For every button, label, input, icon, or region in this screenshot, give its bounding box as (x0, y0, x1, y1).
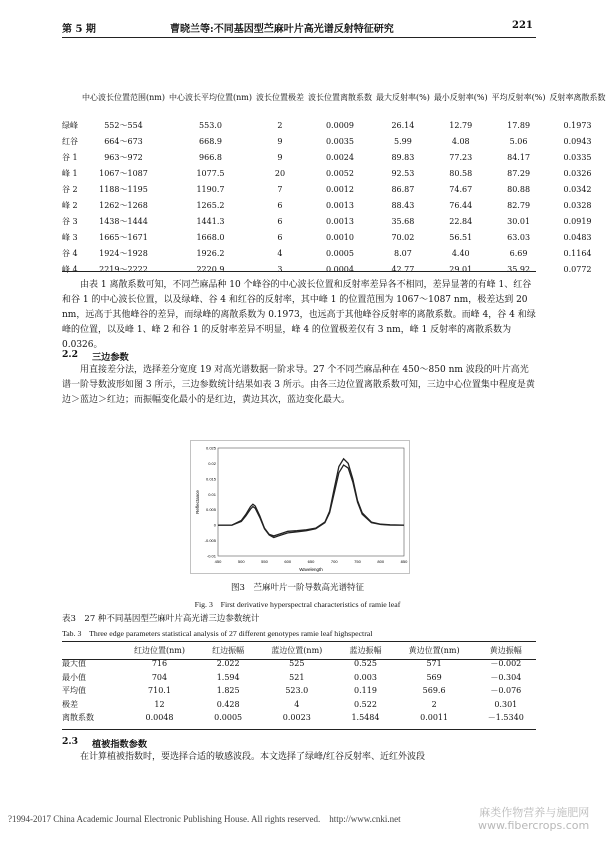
table-cell: －0.002 (490, 659, 522, 669)
table-cell: 0.0004 (325, 264, 354, 274)
row-label: 最大值 (62, 659, 86, 669)
table-cell: 12 (154, 699, 165, 709)
table-cell: 1188～1195 (99, 184, 148, 194)
table-cell: 9 (277, 152, 283, 162)
table-cell: 7 (277, 184, 283, 194)
table-3-col-header: 红边振幅 (212, 646, 245, 656)
table-cell: 2220.9 (196, 264, 225, 274)
running-title: 曹晓兰等:不同基因型苎麻叶片高光谱反射特征研究 (170, 24, 394, 35)
table-cell: 4 (277, 248, 283, 258)
table-cell: 0.522 (354, 699, 377, 709)
table-cell: 521 (289, 672, 305, 682)
table-cell: 5.06 (509, 136, 528, 146)
table-cell: 0.0326 (563, 168, 592, 178)
section-2-3-number: 2.3 (62, 736, 78, 747)
table-cell: 2 (431, 699, 437, 709)
table-cell: －0.076 (490, 686, 522, 696)
row-label: 极差 (62, 699, 78, 709)
table-cell: 2 (277, 120, 283, 130)
table-cell: 0.0919 (563, 216, 592, 226)
table-cell: 0.0943 (563, 136, 592, 146)
figure-3-caption-en: Fig. 3 First derivative hyperspectral characteristics of ramie leaf (194, 600, 401, 609)
table-cell: 0.525 (354, 659, 377, 669)
table-cell: 56.51 (449, 232, 473, 242)
table-2-col-header: 平均反射率(%) (491, 92, 546, 102)
table-cell: 0.0005 (214, 713, 243, 723)
table-2-col-header: 最大反射率(%) (375, 92, 430, 102)
table-cell: 0.119 (354, 686, 377, 696)
table-2-col-header: 最小反射率(%) (433, 92, 488, 102)
table-3-body (62, 658, 536, 726)
table-cell: 2219～2222 (99, 264, 148, 274)
x-ticks (215, 559, 408, 564)
table-cell: 0.003 (354, 672, 377, 682)
row-label: 平均值 (62, 686, 86, 696)
header-rule (62, 37, 536, 38)
table-cell: 0.1164 (563, 248, 592, 258)
table-3-head (62, 645, 536, 658)
row-label: 谷 2 (62, 184, 78, 194)
x-tick-label: 850 (400, 559, 408, 564)
table-cell: 6 (277, 216, 283, 226)
x-axis-label: Wavelength (299, 567, 323, 572)
table-cell: 704 (151, 672, 168, 682)
table-cell: 668.9 (199, 136, 222, 146)
table-cell: 0.301 (494, 699, 518, 709)
table-3-bottom-rule (62, 729, 536, 730)
table-row (62, 182, 608, 198)
table-cell: 664～673 (104, 136, 143, 146)
y-tick-label: 0.02 (208, 460, 216, 466)
table-3-top-rule (62, 641, 536, 642)
row-label: 红谷 (62, 136, 78, 146)
table-cell: 35.68 (391, 216, 415, 226)
table-cell: 569 (426, 672, 442, 682)
table-3-title-cn: 表3 27 种不同基因型苎麻叶片高光谱三边参数统计 (62, 614, 260, 624)
section-2-2-title: 三边参数 (92, 352, 129, 363)
table-cell: 0.0005 (325, 248, 354, 258)
section-2-3-title: 植被指数参数 (92, 739, 148, 750)
table-cell: 82.79 (507, 200, 531, 210)
table-cell: －1.5340 (487, 713, 524, 723)
table-cell: 86.87 (391, 184, 415, 194)
table-3-col-header: 黄边位置(nm) (408, 646, 460, 656)
row-label: 绿峰 (62, 120, 78, 130)
x-tick-label: 750 (354, 559, 361, 564)
table-cell: 569.6 (422, 686, 446, 696)
table-cell: 1668.0 (196, 232, 225, 242)
table-row (62, 230, 608, 246)
row-label: 谷 3 (62, 216, 78, 226)
table-cell: 76.44 (449, 200, 473, 210)
table-cell: 4.08 (451, 136, 470, 146)
table-cell: 0.0772 (563, 264, 592, 274)
table-cell: 0.0009 (325, 120, 354, 130)
table-cell: 552～554 (104, 120, 143, 130)
table-cell: 966.8 (199, 152, 222, 162)
table-2-head (62, 78, 608, 118)
figure-3-chart (190, 440, 410, 574)
table-row (62, 246, 608, 262)
table-cell: 571 (426, 659, 442, 669)
paragraph-2: 用直接差分法，选择差分宽度 19 对高光谱数据一阶求导。27 个不同苎麻品种在 450～850 nm 波段的叶片高光谱一阶导数波形如图 3 所示，三边参数统计结果如表 3 所示。由各三边位置离散系数可知，三边中心位置集中程度是黄边＞蓝边＞红边；而振幅变化最小的是红边，黄边其次，蓝边变化最大。 (62, 365, 535, 405)
x-tick-label: 550 (261, 559, 268, 564)
table-2-col-header: 波长位置离散系数 (307, 92, 372, 102)
row-label: 最小值 (62, 672, 86, 682)
x-tick-label: 500 (237, 559, 245, 564)
table-cell: 0.1973 (563, 120, 592, 130)
plot-area (218, 448, 404, 556)
table-row (62, 712, 536, 726)
table-cell: 88.43 (391, 200, 415, 210)
x-tick-label: 700 (330, 559, 338, 564)
table-row (62, 198, 608, 214)
table-2-body (62, 118, 608, 278)
table-cell: 89.83 (391, 152, 415, 162)
row-label: 峰 2 (62, 200, 78, 210)
table-cell: 0.0010 (325, 232, 354, 242)
table-row (62, 672, 536, 686)
table-cell: 1077.5 (196, 168, 225, 178)
table-cell: 6.69 (509, 248, 528, 258)
table-cell: 0.428 (216, 699, 240, 709)
table-cell: 77.23 (449, 152, 473, 162)
row-label: 峰 3 (62, 232, 78, 242)
table-cell: 1265.2 (196, 200, 225, 210)
table-cell: 1441.3 (196, 216, 225, 226)
table-cell: 1665～1671 (99, 232, 148, 242)
table-cell: 0.0012 (325, 184, 354, 194)
section-2-2-number: 2.2 (62, 349, 78, 360)
table-cell: 0.0023 (282, 713, 311, 723)
table-cell: 6 (277, 200, 283, 210)
table-cell: 80.58 (449, 168, 473, 178)
table-cell: 26.14 (391, 120, 415, 130)
table-2-col-header: 反射率离散系数 (549, 92, 606, 102)
table-cell: 1.5484 (351, 713, 380, 723)
table-cell: 8.07 (393, 248, 412, 258)
table-cell: 70.02 (391, 232, 415, 242)
page-number: 221 (512, 20, 533, 31)
table-row (62, 134, 608, 150)
table-row (62, 262, 608, 278)
table-3-col-header: 蓝边振幅 (349, 646, 382, 656)
table-cell: 20 (274, 168, 286, 178)
table-cell: 0.0483 (563, 232, 592, 242)
table-cell: 1926.2 (196, 248, 225, 258)
table-2-col-header: 中心波长平均位置(nm) (168, 92, 252, 102)
table-3 (62, 645, 536, 726)
paragraph-1: 由表 1 离散系数可知，不同苎麻品种 10 个峰谷的中心波长位置和反射率差异各不相同，差异显著的有峰 1、红谷和谷 1 的中心波长位置，以及绿峰、谷 4 和红谷的反射率，其中峰 1 的位置范围为 1067～1087 nm，极差达到 20 nm，远高于其他峰谷的差异，而绿峰的离散系数为 0.1973，也远高于其他峰谷反射率的离散系数。而峰 4，谷 4 和绿峰的位置，以及峰 1、峰 2 和谷 1 的反射率差异不明显，峰 4 的位置极差仅有 3 nm，峰 1 反射率的离散系数为 0.0326。 (62, 280, 536, 350)
y-tick-label: 0.01 (208, 491, 216, 497)
table-cell: 0.0035 (325, 136, 354, 146)
table-cell: 63.03 (507, 232, 531, 242)
table-3-head-rule (62, 659, 536, 660)
table-cell: 29.01 (449, 264, 473, 274)
y-tick-label: 0.015 (205, 476, 216, 482)
row-label: 谷 4 (62, 248, 78, 258)
table-cell: 0.0011 (420, 713, 449, 723)
y-tick-label: 0.025 (205, 445, 216, 451)
table-cell: －0.304 (490, 672, 522, 682)
table-cell: 42.77 (391, 264, 415, 274)
table-cell: 0.0335 (563, 152, 592, 162)
table-row (62, 685, 536, 699)
table-cell: 1924～1928 (99, 248, 148, 258)
x-tick-label: 450 (214, 559, 222, 564)
y-tick-label: -0.005 (204, 538, 216, 544)
table-3-col-header: 红边位置(nm) (134, 646, 185, 656)
table-cell: 2.022 (216, 659, 240, 669)
table-cell: 0.0013 (325, 216, 354, 226)
table-row (62, 118, 608, 134)
row-label: 峰 1 (62, 168, 78, 178)
table-cell: 1262～1268 (99, 200, 148, 210)
row-label: 谷 1 (62, 152, 78, 162)
row-label: 峰 4 (62, 264, 78, 274)
table-cell: 22.84 (449, 216, 473, 226)
table-row (62, 150, 608, 166)
table-row (62, 699, 536, 713)
table-cell: 0.0048 (145, 713, 174, 723)
table-cell: 74.67 (449, 184, 473, 194)
table-cell: 1190.7 (196, 184, 225, 194)
table-cell: 9 (277, 136, 283, 146)
table-cell: 0.0013 (325, 200, 354, 210)
y-tick-label: -0.01 (206, 553, 216, 559)
table-cell: 523.0 (285, 686, 309, 696)
table-cell: 87.29 (507, 168, 531, 178)
table-cell: 92.53 (391, 168, 415, 178)
table-3-col-header: 蓝边位置(nm) (271, 646, 323, 656)
table-3-title-en: Tab. 3 Three edge parameters statistical analysis of 27 different genotypes ramie leaf highspectral (62, 629, 373, 638)
table-2 (62, 78, 608, 278)
table-cell: 1067～1087 (99, 168, 148, 178)
table-cell: 84.17 (507, 152, 531, 162)
table-cell: 4 (294, 699, 300, 709)
x-tick-label: 600 (284, 559, 292, 564)
paragraph-3: 在计算植被指数时，要选择合适的敏感波段。本文选择了绿峰/红谷反射率、近红外波段 (80, 752, 426, 762)
table-cell: 0.0024 (325, 152, 354, 162)
table-2-col-header: 中心波长位置范围(nm) (82, 92, 165, 102)
table-cell: 716 (151, 659, 168, 669)
table-cell: 80.88 (507, 184, 531, 194)
y-axis-label: Reflectance (195, 490, 200, 514)
table-cell: 17.89 (507, 120, 531, 130)
row-label: 离散系数 (62, 713, 94, 723)
table-cell: 6 (277, 232, 283, 242)
table-row (62, 166, 608, 182)
table-cell: 1.594 (216, 672, 240, 682)
table-2-bottom-rule (62, 271, 536, 272)
table-3-col-header: 黄边振幅 (489, 646, 522, 656)
table-cell: 35.92 (507, 264, 531, 274)
table-cell: 1.825 (216, 686, 240, 696)
table-cell: 12.79 (449, 120, 473, 130)
table-cell: 3 (277, 264, 283, 274)
issue-number: 第 5 期 (62, 24, 96, 35)
table-cell: 710.1 (148, 686, 171, 696)
table-cell: 5.99 (393, 136, 412, 146)
x-tick-label: 800 (377, 559, 385, 564)
y-tick-label: 0 (213, 522, 216, 528)
table-cell: 1438～1444 (99, 216, 148, 226)
table-cell: 963～972 (104, 152, 143, 162)
table-2-col-header: 波长位置极差 (255, 92, 304, 102)
figure-3-caption-cn: 图3 苎麻叶片一阶导数高光谱特征 (231, 583, 364, 593)
table-row (62, 658, 536, 672)
table-cell: 30.01 (507, 216, 531, 226)
table-cell: 525 (289, 659, 305, 669)
table-cell: 0.0328 (563, 200, 592, 210)
table-cell: 553.0 (199, 120, 222, 130)
table-row (62, 214, 608, 230)
table-cell: 0.0052 (325, 168, 354, 178)
y-tick-label: 0.005 (205, 507, 216, 513)
site-watermark: 麻类作物营养与施肥网 www.fibercrops.com (478, 806, 590, 832)
table-cell: 4.40 (451, 248, 470, 258)
x-tick-label: 650 (307, 559, 315, 564)
table-cell: 0.0342 (563, 184, 592, 194)
copyright-footer: ?1994-2017 China Academic Journal Electronic Publishing House. All rights reserved. http://www.cnki.net (8, 814, 401, 824)
